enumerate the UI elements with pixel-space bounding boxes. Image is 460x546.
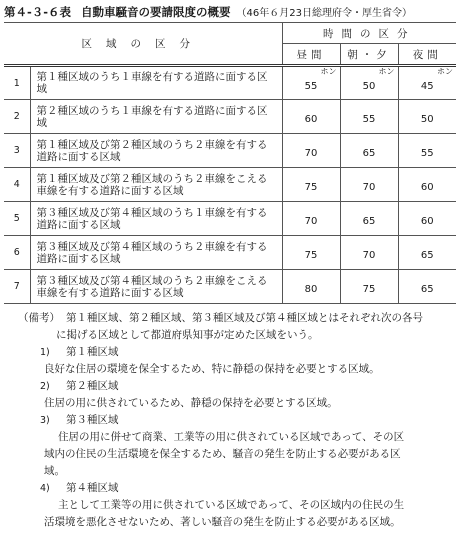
value-daytime: 70	[282, 202, 340, 236]
table-row	[4, 236, 456, 270]
table-title-source: （46年６月23日総理府令・厚生省令）	[236, 8, 412, 19]
remarks-label: （備考）	[18, 312, 60, 324]
value-daytime: ホン 55	[282, 66, 340, 100]
value-morning-evening: 55	[340, 100, 398, 134]
row-number: 6	[4, 236, 30, 270]
header-night: 夜間	[398, 44, 456, 66]
value-night: ホン 45	[398, 66, 456, 100]
category-2-title: 2) 第２種区域	[40, 380, 119, 392]
table-title	[4, 4, 456, 22]
row-description: 第１種区域及び第２種区域のうち２車線をこえる車線を有する道路に面する区域	[30, 168, 282, 202]
category-3-description: 住居の用に併せて商業、工業等の用に供されている区域であって、その区	[58, 431, 405, 443]
value-morning-evening: 75	[340, 270, 398, 304]
header-morning-evening: 朝・夕	[340, 44, 398, 66]
header-daytime: 昼間	[282, 44, 340, 66]
row-number: 3	[4, 134, 30, 168]
row-description: 第３種区域及び第４種区域のうち２車線をこえる車線を有する道路に面する区域	[30, 270, 282, 304]
header-time-division: 時間の区分	[282, 23, 456, 44]
row-description: 第２種区域のうち１車線を有する道路に面する区域	[30, 100, 282, 134]
value-morning-evening: 65	[340, 134, 398, 168]
value-night: 60	[398, 168, 456, 202]
row-description: 第１種区域及び第２種区域のうち２車線を有する道路に面する区域	[30, 134, 282, 168]
category-1-description: 良好な住居の環境を保全するため、特に静穏の保持を必要とする区域。	[44, 363, 380, 375]
value-daytime: 70	[282, 134, 340, 168]
value-daytime: 80	[282, 270, 340, 304]
value-morning-evening: 65	[340, 202, 398, 236]
table-row	[4, 202, 456, 236]
value-night: 65	[398, 270, 456, 304]
row-description: 第１種区域のうち１車線を有する道路に面する区域	[30, 66, 282, 100]
row-number: 2	[4, 100, 30, 134]
value-night: 60	[398, 202, 456, 236]
remarks-lead-continued: に掲げる区域として都道府県知事が定めた区域をいう。	[56, 329, 319, 341]
unit-label: ホン	[378, 67, 395, 76]
noise-limit-table	[4, 22, 456, 304]
category-2-description: 住居の用に供されているため、静穏の保持を必要とする区域。	[44, 397, 338, 409]
value-morning-evening: ホン 50	[340, 66, 398, 100]
row-number: 7	[4, 270, 30, 304]
unit-label: ホン	[437, 67, 453, 76]
table-row	[4, 168, 456, 202]
row-number: 1	[4, 66, 30, 100]
header-area-division: 区域の区分	[4, 23, 282, 66]
value-daytime: 75	[282, 236, 340, 270]
remarks-section	[4, 310, 456, 531]
value-night: 55	[398, 134, 456, 168]
table-row	[4, 100, 456, 134]
category-4-description: 主として工業等の用に供されている区域であって、その区域内の住民の生	[58, 499, 405, 511]
category-3-description-cont: 域内の住民の生活環境を保全するため、騒音の発生を防止する必要がある区	[44, 448, 401, 460]
category-3-description-end: 域。	[44, 465, 65, 477]
category-1-title: 1) 第１種区域	[40, 346, 119, 358]
category-4-title: 4) 第４種区域	[40, 482, 119, 494]
value-night: 65	[398, 236, 456, 270]
remarks-lead: （備考） 第１種区域、第２種区域、第３種区域及び第４種区域とはそれぞれ次の各号	[18, 312, 423, 324]
value-morning-evening: 70	[340, 168, 398, 202]
table-row	[4, 66, 456, 100]
table-title-main: 自動車騒音の要請限度の概要	[81, 5, 231, 19]
category-3-title: 3) 第３種区域	[40, 414, 119, 426]
value-morning-evening: 70	[340, 236, 398, 270]
table-row	[4, 134, 456, 168]
value-night: 50	[398, 100, 456, 134]
row-number: 5	[4, 202, 30, 236]
unit-label: ホン	[320, 67, 337, 76]
value-daytime: 60	[282, 100, 340, 134]
row-description: 第３種区域及び第４種区域のうち１車線を有する道路に面する区域	[30, 202, 282, 236]
value-daytime: 75	[282, 168, 340, 202]
table-row	[4, 270, 456, 304]
row-number: 4	[4, 168, 30, 202]
table-number: 第４-３-６表	[4, 5, 72, 19]
row-description: 第３種区域及び第４種区域のうち２車線を有する道路に面する区域	[30, 236, 282, 270]
category-4-description-cont: 活環境を悪化させないため、著しい騒音の発生を防止する必要がある区域。	[44, 516, 401, 528]
